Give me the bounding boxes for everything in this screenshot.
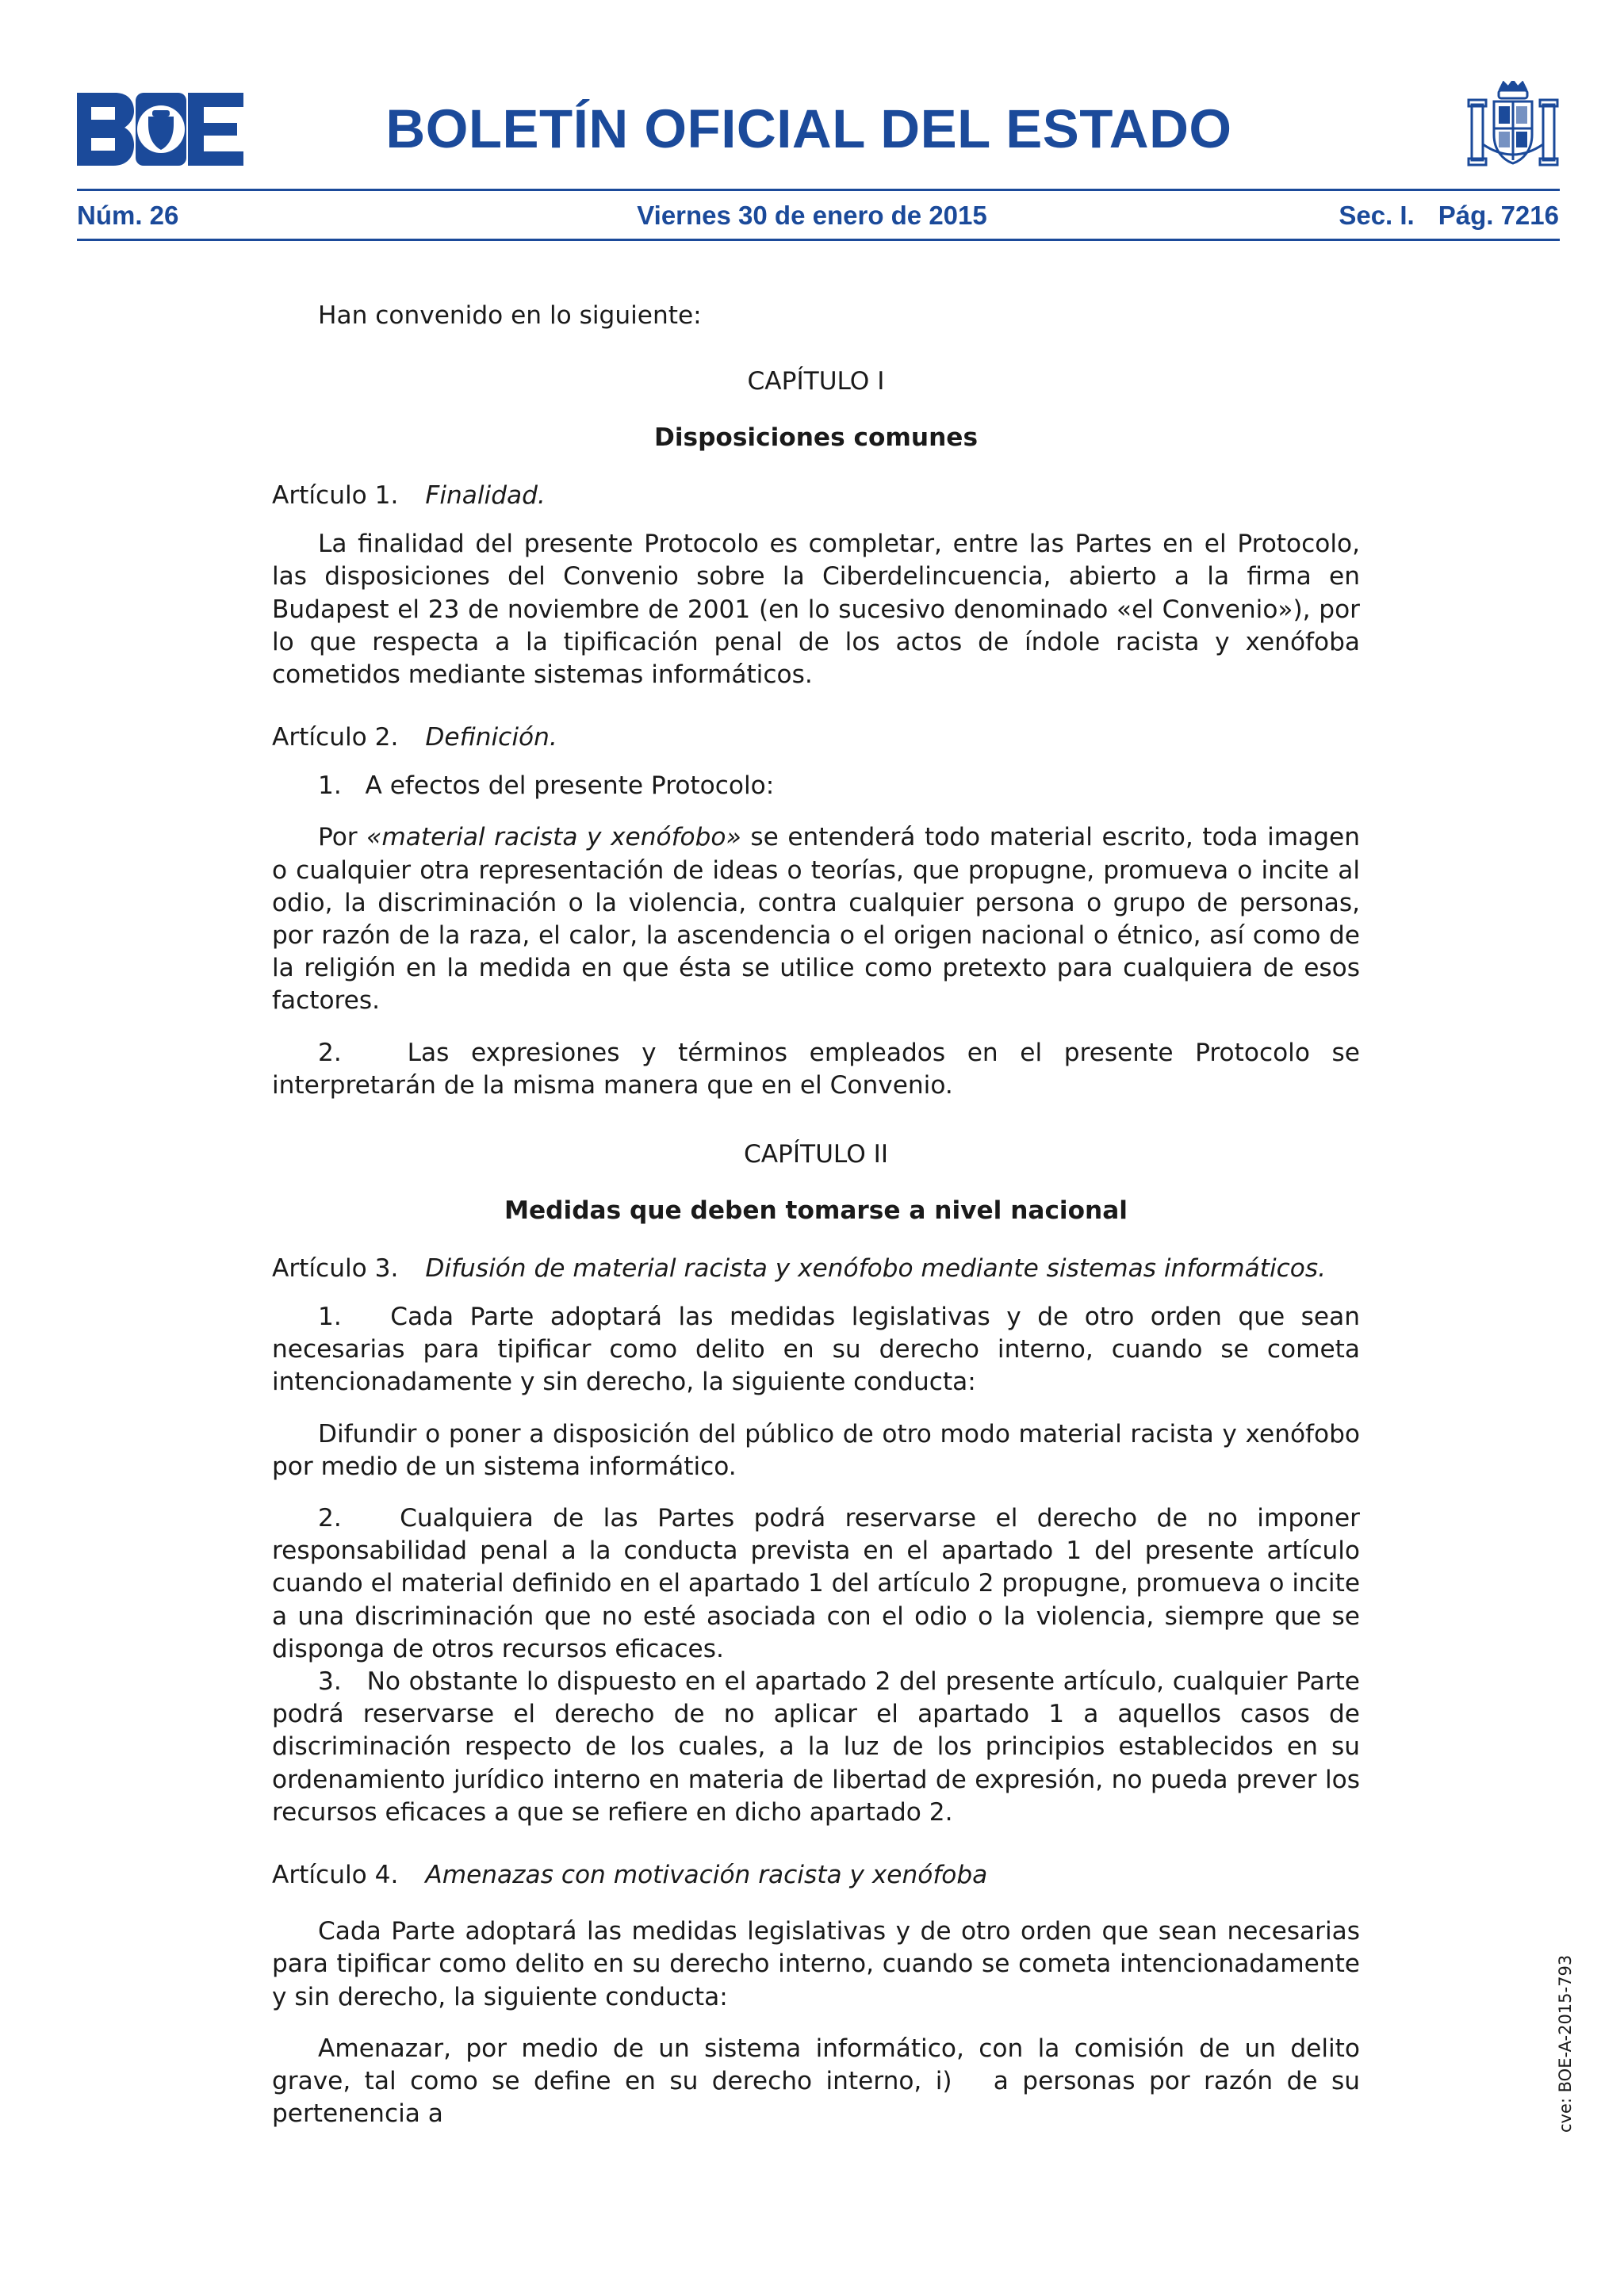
coat-of-arms-icon bbox=[1467, 81, 1559, 174]
article-2-paragraph-1: 1. A efectos del presente Protocolo: bbox=[318, 771, 775, 801]
article-3-label: Artículo 3. bbox=[272, 1254, 399, 1284]
article-4-paragraph-2: Amenazar, por medio de un sistema informático, con la comisión de un delito grave, tal como se define en su derecho interno, i) a personas por razón de su pertenencia a bbox=[272, 2034, 1368, 2129]
boe-logo bbox=[77, 93, 243, 166]
article-2-paragraph-2-lead: Por bbox=[318, 823, 367, 852]
article-3-paragraph-3: 2. Cualquiera de las Partes podrá reservarse el derecho de no imponer responsabilidad penal a la conducta prevista en el apartado 1 del presente artículo cuando el material definido en el apartado 1 del artículo 2 propugne, promueva o incite a una discriminación que no esté asociada con el odio o la violencia, siempre que se disponga de otros recursos eficaces. bbox=[272, 1504, 1368, 1663]
chapter-1-label: CAPÍTULO I bbox=[747, 367, 885, 396]
chapter-2-title: Medidas que deben tomarse a nivel nacional bbox=[504, 1196, 1128, 1226]
article-2-paragraph-2-rest: se entenderá todo material escrito, toda imagen o cualquier otra representación de ideas o teorías, que propugne, promueva o incite al odio, la discriminación o la violencia, contra cualquier persona o grupo de personas, por razón de la raza, el calor, la ascendencia o el origen nacional o étnico, así como de la religión en la medida en que ésta se utilice como pretexto para cualquiera de esos factores. bbox=[272, 823, 1360, 1016]
chapter-2-label: CAPÍTULO II bbox=[743, 1140, 889, 1169]
header-rule-bottom bbox=[77, 239, 1560, 241]
article-4-paragraph-1: Cada Parte adoptará las medidas legislativas y de otro orden que sean necesarias para tipificar como delito en su derecho interno, cuando se cometa intencionadamente y sin derecho, la siguiente conducta: bbox=[272, 1917, 1360, 2011]
document-body bbox=[272, 300, 1368, 2149]
chapter-1-title: Disposiciones comunes bbox=[653, 423, 979, 453]
article-4-title: Amenazas con motivación racista y xenófoba bbox=[425, 1861, 988, 1890]
defined-term: «material racista y xenófobo» bbox=[366, 823, 741, 852]
issue-date: Viernes 30 de enero de 2015 bbox=[637, 201, 987, 230]
article-1-title: Finalidad. bbox=[425, 481, 546, 511]
header-rule-top bbox=[77, 189, 1560, 191]
issue-number: Núm. 26 bbox=[77, 201, 179, 230]
article-2-title: Definición. bbox=[425, 723, 557, 752]
article-3-paragraph-2: Difundir o poner a disposición del público de otro modo material racista y xenófobo por medio de un sistema informático. bbox=[272, 1419, 1360, 1481]
cve-identifier: cve: BOE-A-2015-793 bbox=[1556, 1954, 1575, 2133]
intro-paragraph: Han convenido en lo siguiente: bbox=[318, 301, 702, 330]
article-1-text: La finalidad del presente Protocolo es completar, entre las Partes en el Protocolo, las disposiciones del Convenio sobre la Ciberdelincuencia, abierto a la firma en Budapest el 23 de noviembre de 2001 (en lo sucesivo denominado «el Convenio»), por lo que respecta a la tipificación penal de los actos de índole racista y xenófoba cometidos mediante sistemas informáticos. bbox=[272, 530, 1360, 690]
masthead-title: BOLETÍN OFICIAL DEL ESTADO bbox=[385, 98, 1232, 159]
article-3-title: Difusión de material racista y xenófobo mediante sistemas informáticos. bbox=[425, 1254, 1326, 1284]
article-4-heading bbox=[272, 1859, 1360, 1892]
page-number: Pág. 7216 bbox=[1438, 201, 1559, 230]
section-page bbox=[1339, 200, 1559, 232]
article-4-label: Artículo 4. bbox=[272, 1861, 399, 1890]
section-label: Sec. I. bbox=[1339, 201, 1415, 230]
article-2-paragraph-2 bbox=[272, 821, 1360, 1017]
article-2-label: Artículo 2. bbox=[272, 723, 399, 752]
article-3-paragraph-4: 3. No obstante lo dispuesto en el apartado 2 del presente artículo, cualquier Parte podrá reservarse el derecho de no aplicar el apartado 1 a aquellos casos de discriminación respecto de los cuales, a la luz de los principios establecidos en su ordenamiento jurídico interno en materia de libertad de expresión, no pueda prever los recursos eficaces a que se refiere en dicho apartado 2. bbox=[272, 1667, 1368, 1827]
article-2-paragraph-3: 2. Las expresiones y términos empleados en el presente Protocolo se interpretarán de la misma manera que en el Convenio. bbox=[272, 1038, 1368, 1100]
article-3-heading bbox=[272, 1253, 1360, 1285]
article-1-heading bbox=[272, 480, 1360, 512]
article-2-heading bbox=[272, 721, 1360, 754]
article-3-paragraph-1: 1. Cada Parte adoptará las medidas legislativas y de otro orden que sean necesarias para tipificar como delito en su derecho interno, cuando se cometa intencionadamente y sin derecho, la siguiente conducta: bbox=[272, 1303, 1368, 1397]
article-1-label: Artículo 1. bbox=[272, 481, 399, 511]
